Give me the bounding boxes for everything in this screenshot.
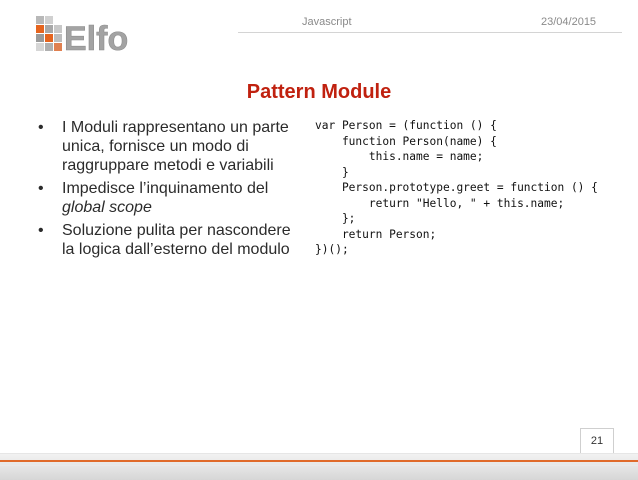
logo-text: Elfo	[64, 20, 129, 56]
page-number-box	[580, 428, 614, 454]
bullet-list	[38, 118, 298, 263]
code-line: }	[315, 165, 349, 179]
code-line: };	[315, 212, 356, 225]
footer-bar	[0, 453, 638, 480]
bullet-text: I Moduli rappresentano un parte unica, fornisce un modo di raggruppare metodi e variabili	[62, 119, 289, 174]
footer-stripe	[0, 460, 638, 462]
page-number: 21	[590, 435, 604, 447]
code-line: function Person(name) {	[315, 134, 497, 148]
elfo-logo	[34, 12, 132, 56]
bullet-text: Impedisce l’inquinamento del	[62, 180, 269, 197]
bullet-item	[38, 179, 298, 217]
code-line: return "Hello, " + this.name;	[315, 196, 565, 210]
bullet-dot: •	[38, 222, 44, 239]
presentation-date: 23/04/2015	[541, 16, 597, 28]
bullet-item	[38, 118, 298, 175]
code-line: var Person = (function () {	[315, 119, 497, 132]
code-line: return Person;	[315, 227, 437, 241]
bullet-text: Soluzione pulita per nascondere la logica dall’esterno del modulo	[62, 222, 291, 258]
code-block	[315, 118, 598, 258]
slide-title: Pattern Module	[246, 81, 392, 103]
bullet-dot: •	[38, 180, 44, 197]
bullet-item	[38, 221, 298, 259]
header-divider	[238, 32, 622, 33]
bullet-dot: •	[38, 119, 44, 136]
code-line: this.name = name;	[315, 150, 484, 163]
bullet-emphasis: global scope	[62, 199, 152, 216]
code-line: })();	[315, 243, 349, 256]
footer-stripe	[0, 465, 638, 466]
presentation-title: Javascript	[302, 16, 352, 28]
code-line: Person.prototype.greet = function () {	[315, 181, 598, 194]
